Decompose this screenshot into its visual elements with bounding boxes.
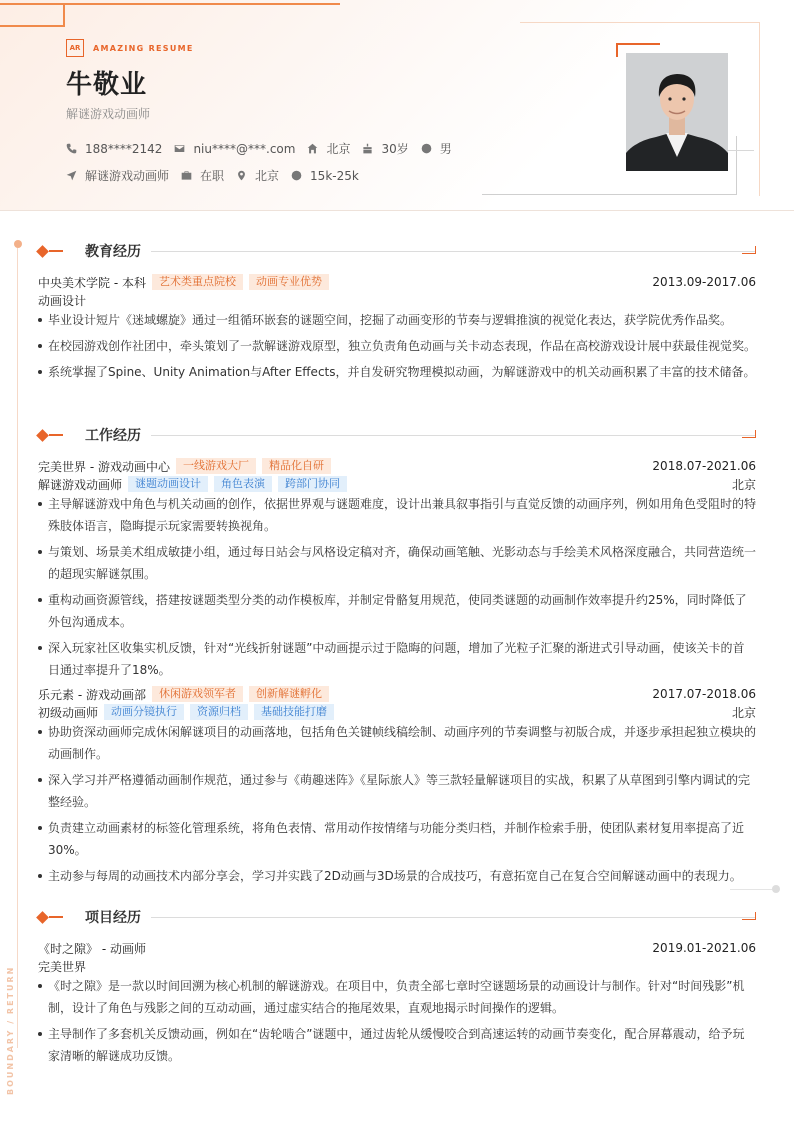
- job-bullets: [38, 721, 756, 891]
- home-icon: [307, 143, 318, 154]
- timeline-dot: [14, 240, 22, 248]
- corner-accent: [742, 430, 756, 438]
- education-major-row: [38, 291, 756, 309]
- tag: 休闲游戏领军者: [152, 686, 243, 702]
- mail-icon: [174, 143, 185, 154]
- job-city: 北京: [731, 705, 756, 720]
- location-icon: [236, 170, 247, 181]
- timeline-line: [17, 248, 18, 1048]
- tag: 谜题动画设计: [128, 476, 208, 492]
- info-phone: 188****2142: [66, 142, 162, 156]
- school-name: 中央美术学院 - 本科: [38, 275, 146, 290]
- list-item: 主导制作了多套机关反馈动画，例如在“齿轮啮合”谜题中，通过齿轮从缓慢咬合到高速运转的动画节奏变化，配合屏幕震动，给予玩家清晰的解谜成功反馈。: [38, 1023, 756, 1067]
- candidate-title: 解谜游戏动画师: [66, 107, 151, 121]
- list-item: 深入玩家社区收集实机反馈，针对“光线折射谜题”中动画提示过于隐晦的问题，增加了光粒子汇聚的渐进式引导动画，使该关卡的首日通过率提升了18%。: [38, 637, 756, 681]
- info-city: 北京: [307, 140, 350, 157]
- list-item: 主导解谜游戏中角色与机关动画的创作，依据世界观与谜题难度，设计出兼具叙事指引与直觉反馈的动画序列，例如用角色受阻时的特殊肢体语言，隐晦提示玩家需要转换视角。: [38, 493, 756, 537]
- corner-accent: [742, 912, 756, 920]
- list-item: 《时之隙》是一款以时间回溯为核心机制的解谜游戏。在项目中，负责全部七章时空谜题场景的动画设计与制作。针对“时间残影”机制，设计了角色与残影之间的互动动画，通过虚实结合的拖尾效果，直观地揭示时间操作的逻辑。: [38, 975, 756, 1019]
- education-school-row: [38, 273, 756, 291]
- tag: 基础技能打磨: [254, 704, 334, 720]
- gender-icon: [421, 143, 432, 154]
- header-accent-line: [0, 3, 340, 5]
- info-gender: 男: [421, 140, 452, 157]
- job-role: 解谜游戏动画师: [38, 477, 123, 492]
- header-accent-line-vertical: [63, 3, 65, 27]
- corner-accent: [742, 246, 756, 254]
- section-header-education: [38, 241, 756, 261]
- candidate-name: 牛敬业: [66, 70, 148, 100]
- job-company-row: [38, 457, 756, 475]
- diamond-icon: [36, 245, 49, 258]
- job-role: 初级动画师: [38, 705, 99, 720]
- education-bullets: [38, 309, 756, 387]
- period: 2019.01-2021.06: [652, 941, 756, 955]
- job-bullets: [38, 493, 756, 685]
- header-accent-line-short: [0, 25, 65, 27]
- tag: 动画专业优势: [249, 274, 329, 290]
- tag: 一线游戏大厂: [176, 458, 256, 474]
- divider: [151, 435, 756, 436]
- diamond-icon: [36, 429, 49, 442]
- info-email: niu****@***.com: [174, 142, 295, 156]
- contact-info-row: [66, 140, 464, 157]
- list-item: 负责建立动画素材的标签化管理系统，将角色表情、常用动作按情绪与功能分类归档，并制作检索手册，使团队素材复用率提高了近30%。: [38, 817, 756, 861]
- info-age: 30岁: [362, 140, 408, 157]
- send-icon: [66, 170, 77, 181]
- divider: [151, 917, 756, 918]
- brand: [66, 39, 194, 57]
- list-item: 系统掌握了Spine、Unity Animation与After Effects，并自发研究物理模拟动画，为解谜游戏中的机关动画积累了丰富的技术储备。: [38, 361, 756, 383]
- list-item: 主动参与每周的动画技术内部分享会，学习并实践了2D动画与3D场景的合成技巧，有意拓宽自己在复合空间解谜动画中的表现力。: [38, 865, 756, 887]
- job-company-row: [38, 685, 756, 703]
- section-header-work: [38, 425, 756, 445]
- tag: 艺术类重点院校: [152, 274, 243, 290]
- project-company-row: [38, 957, 756, 975]
- job-role-row: [38, 703, 756, 721]
- job-city: 北京: [731, 477, 756, 492]
- list-item: 重构动画资源管线，搭建按谜题类型分类的动作模板库，并制定骨骼复用规范，使同类谜题的动画制作效率提升约25%，同时降低了外包沟通成本。: [38, 589, 756, 633]
- tag: 动画分镜执行: [104, 704, 184, 720]
- tag: 跨部门协同: [278, 476, 347, 492]
- project-name: 《时之隙》 - 动画师: [38, 941, 146, 956]
- period: 2013.09-2017.06: [652, 275, 756, 289]
- tag: 精品化自研: [262, 458, 331, 474]
- list-item: 在校园游戏创作社团中，牵头策划了一款解谜游戏原型，独立负责角色动画与关卡动态表现，作品在高校游戏设计展中获最佳视觉奖。: [38, 335, 756, 357]
- info-target-role: 解谜游戏动画师: [66, 167, 169, 184]
- section-title: 项目经历: [85, 910, 141, 926]
- brand-logo: AR: [66, 39, 84, 57]
- info-target-city: 北京: [236, 167, 279, 184]
- info-salary: 15k-25k: [291, 169, 359, 183]
- section-header-project: [38, 907, 756, 927]
- job-role-row: [38, 475, 756, 493]
- section-title: 工作经历: [85, 428, 141, 444]
- diamond-icon: [36, 911, 49, 924]
- list-item: 协助资深动画师完成休闲解谜项目的动画落地，包括角色关键帧线稿绘制、动画序列的节奏调整与初版合成，并逐步承担起独立模块的动画制作。: [38, 721, 756, 765]
- major: 动画设计: [38, 293, 87, 308]
- list-item: 深入学习并严格遵循动画制作规范，通过参与《萌趣迷阵》《星际旅人》等三款轻量解谜项目的实战，积累了从草图到引擎内调试的完整经验。: [38, 769, 756, 813]
- project-company: 完美世界: [38, 959, 87, 974]
- avatar: [626, 53, 728, 171]
- salary-icon: [291, 170, 302, 181]
- decor-dot-right: [772, 885, 780, 893]
- period: 2017.07-2018.06: [652, 687, 756, 701]
- project-row: [38, 939, 756, 957]
- info-status: 在职: [181, 167, 224, 184]
- tag: 资源归档: [190, 704, 248, 720]
- job-intent-row: [66, 167, 371, 184]
- period: 2018.07-2021.06: [652, 459, 756, 473]
- cake-icon: [362, 143, 373, 154]
- section-title: 教育经历: [85, 244, 141, 260]
- side-watermark-text: BOUNDARY / RETURN: [6, 965, 15, 1095]
- phone-icon: [66, 143, 77, 154]
- project-bullets: [38, 975, 756, 1071]
- briefcase-icon: [181, 170, 192, 181]
- company-name: 完美世界 - 游戏动画中心: [38, 459, 170, 474]
- tag: 创新解谜孵化: [249, 686, 329, 702]
- tag: 角色表演: [214, 476, 272, 492]
- list-item: 毕业设计短片《迷域螺旋》通过一组循环嵌套的谜题空间，挖掘了动画变形的节奏与逻辑推演的视觉化表达，获学院优秀作品奖。: [38, 309, 756, 331]
- brand-text: AMAZING RESUME: [93, 43, 194, 53]
- company-name: 乐元素 - 游戏动画部: [38, 687, 146, 702]
- divider: [151, 251, 756, 252]
- list-item: 与策划、场景美术组成敏捷小组，通过每日站会与风格设定稿对齐，确保动画笔触、光影动态与手绘美术风格深度融合，共同营造统一的超现实解谜氛围。: [38, 541, 756, 585]
- resume-header: [0, 0, 794, 211]
